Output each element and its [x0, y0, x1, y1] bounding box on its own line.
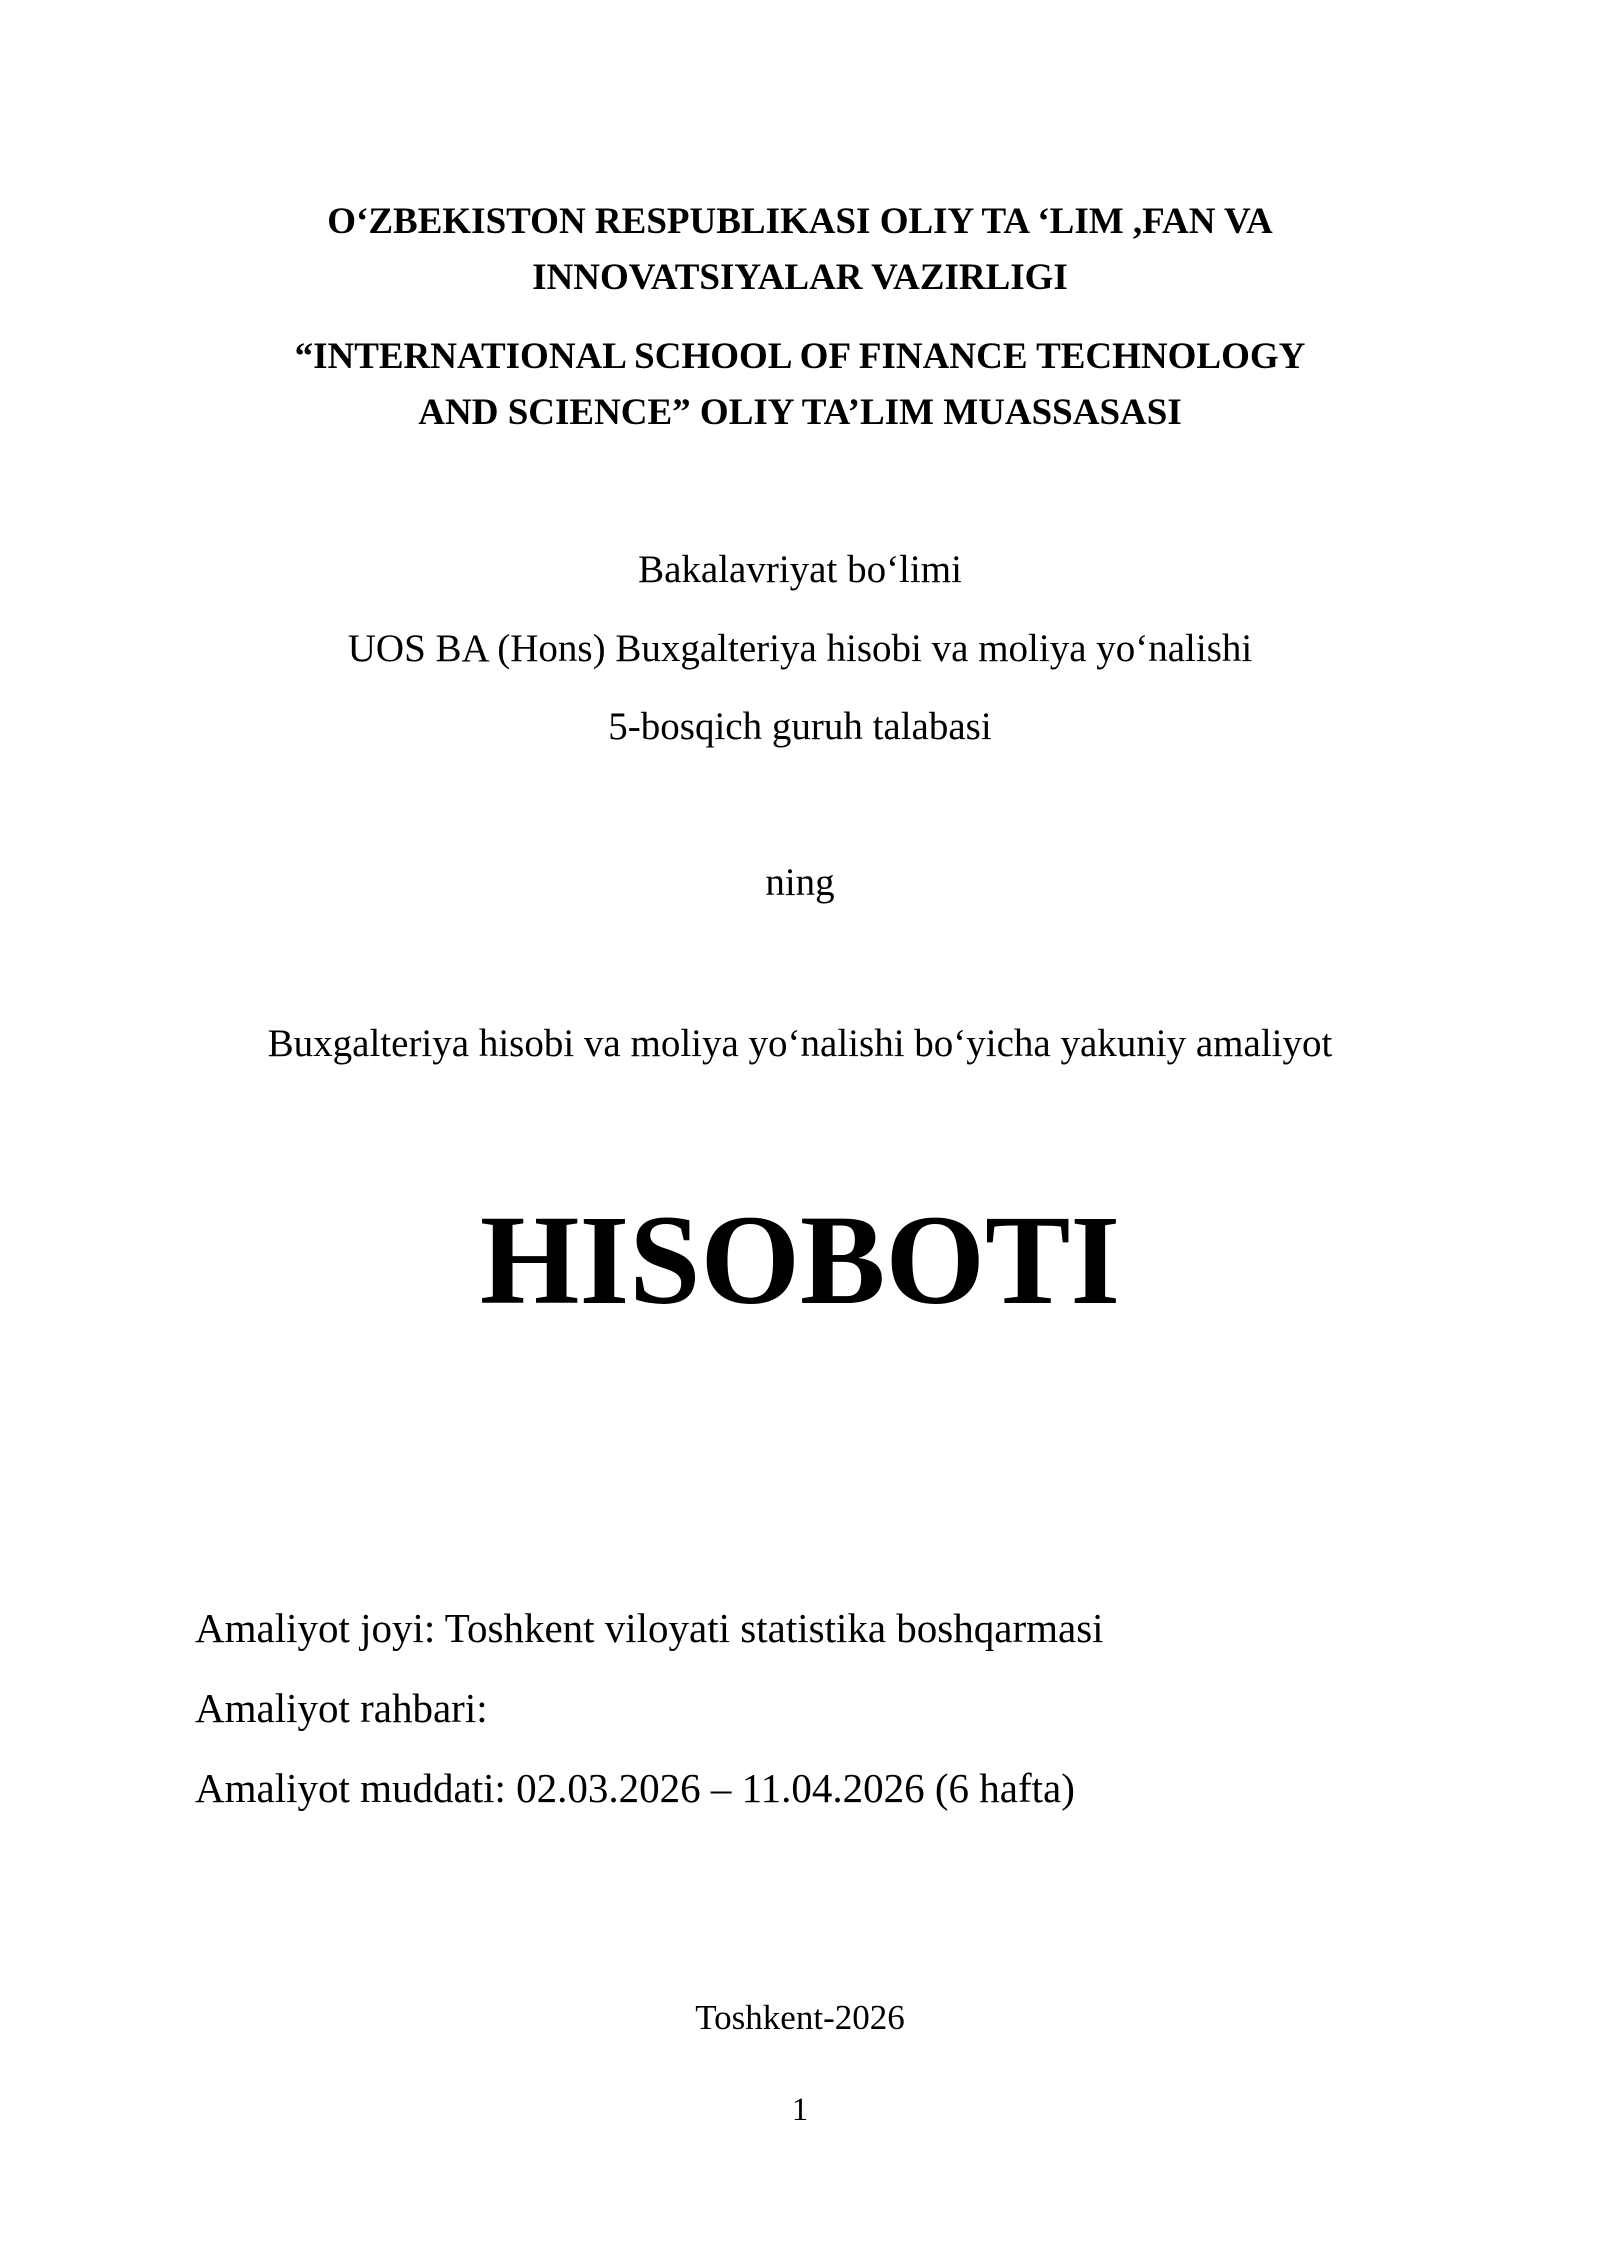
department-text: Bakalavriyat bo‘limi [638, 548, 962, 591]
page-number: 1 [791, 2092, 809, 2128]
city-year: Toshkent-2026 [695, 1998, 905, 2037]
report-title: HISOBOTI [479, 1189, 1121, 1331]
ministry-heading-line-2: INNOVATSIYALAR VAZIRLIGI [532, 257, 1068, 298]
report-subtitle: Buxgalteriya hisobi va moliya yo‘nalishi bo‘yicha yakuniy amaliyot [267, 1022, 1333, 1065]
program-text: UOS BA (Hons) Buxgalteriya hisobi va moliya yo‘nalishi [347, 627, 1253, 670]
institution-heading-line-2: AND SCIENCE” OLIY TA’LIM MUASSASASI [418, 392, 1182, 433]
practice-duration: Amaliyot muddati: 02.03.2026 – 11.04.2026 (6 hafta) [195, 1765, 1075, 1811]
practice-supervisor: Amaliyot rahbari: [195, 1685, 488, 1731]
ministry-heading-line-1: O‘ZBEKISTON RESPUBLIKASI OLIY TA ‘LIM ,FAN VA [327, 201, 1273, 242]
group-text: 5-bosqich guruh talabasi [608, 705, 992, 748]
connector-text: ning [765, 861, 835, 904]
practice-place: Amaliyot joyi: Toshkent viloyati statistika boshqarmasi [195, 1605, 1104, 1651]
institution-heading-line-1: “INTERNATIONAL SCHOOL OF FINANCE TECHNOLOGY [294, 336, 1306, 377]
